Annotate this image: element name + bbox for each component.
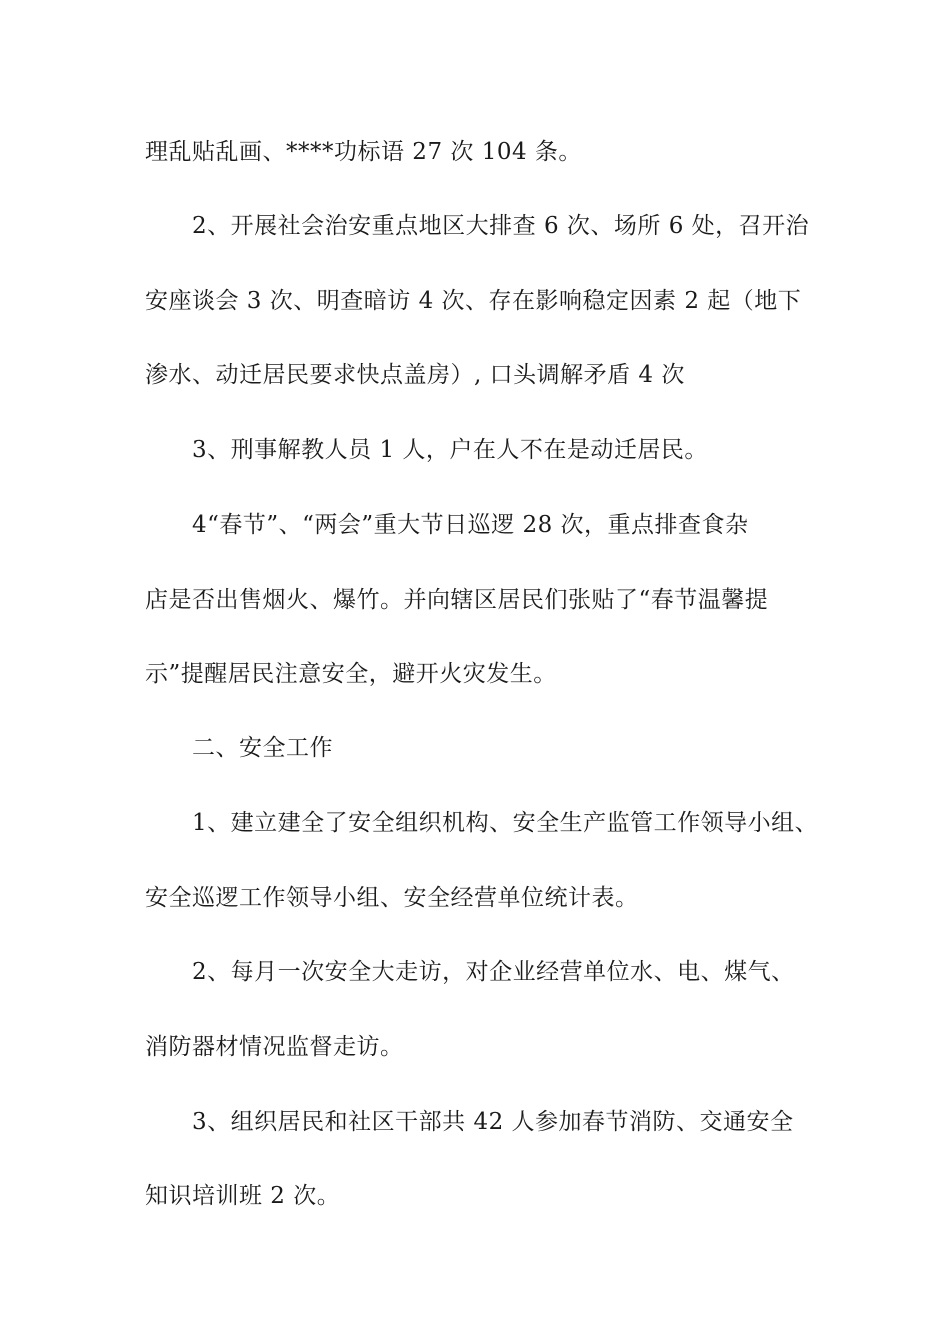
paragraph-start-line: 4“春节”、“两会”重大节日巡逻 28 次，重点排查食杂 [192,512,749,538]
text-line: 店是否出售烟火、爆竹。并向辖区居民们张贴了“春节温馨提 [145,587,769,613]
text-line: 理乱贴乱画、****功标语 27 次 104 条。 [145,139,582,165]
text-line: 示”提醒居民注意安全，避开火灾发生。 [145,661,557,687]
section-heading: 二、安全工作 [192,735,333,761]
text-line: 渗水、动迁居民要求快点盖房）, 口头调解矛盾 4 次 [145,362,685,388]
text-line: 安座谈会 3 次、明查暗访 4 次、存在影响稳定因素 2 起（地下 [145,288,802,314]
paragraph-start-line: 2、每月一次安全大走访，对企业经营单位水、电、煤气、 [192,959,795,985]
text-line: 安全巡逻工作领导小组、安全经营单位统计表。 [145,885,639,911]
text-line: 消防器材情况监督走访。 [145,1034,404,1060]
text-line: 知识培训班 2 次。 [145,1183,341,1209]
paragraph-start-line: 3、组织居民和社区干部共 42 人参加春节消防、交通安全 [192,1109,794,1135]
paragraph-start-line: 2、开展社会治安重点地区大排查 6 次、场所 6 处，召开治 [192,213,810,239]
paragraph-start-line: 3、刑事解教人员 1 人，户在人不在是动迁居民。 [192,437,708,463]
paragraph-start-line: 1、建立建全了安全组织机构、安全生产监管工作领导小组、 [192,810,819,836]
